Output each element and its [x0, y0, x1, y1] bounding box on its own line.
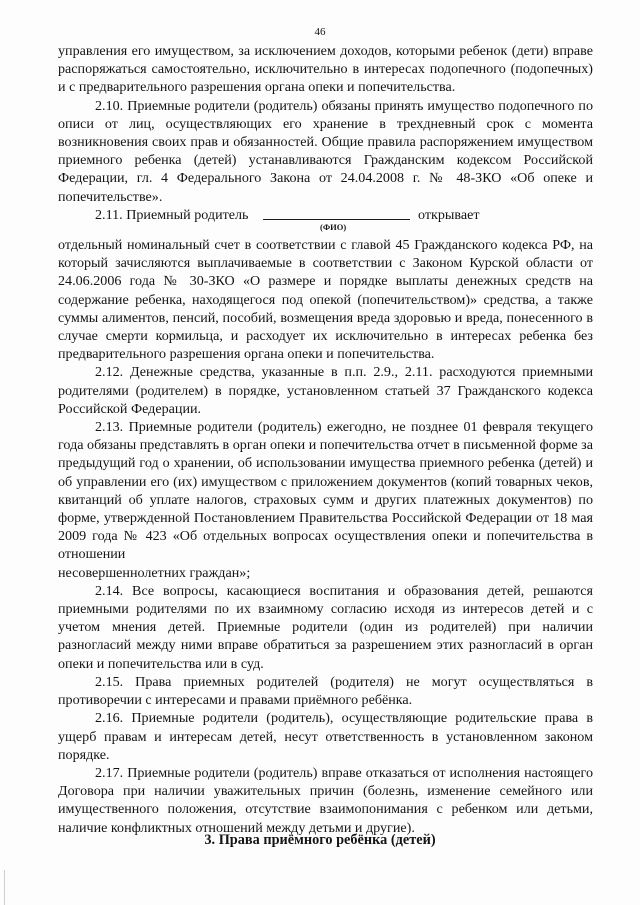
- paragraph-2-17: 2.17. Приемные родители (родитель) вправе отказаться от исполнения настоящего Договора при наличии уважительных причин (болезнь, изменение семейного или имущественного положения, отсутствие взаимопонимания с ребенком или детьми, наличие конфликтных отношений между детьми и другие).: [58, 764, 593, 836]
- fio-caption-text: (ФИО): [320, 222, 347, 233]
- paragraph-2-13: 2.13. Приемные родители (родитель) ежегодно, не позднее 01 февраля текущего года обязаны представлять в орган опеки и попечительства отчет в письменной форме за предыдущий год о хранении, об использовании имущества приемного ребенка (детей) и об управлении его (их) имуществом с приложением документов (копий товарных чеков, квитанций об уплате налогов, страховых сумм и других платежных документов) по форме, утвержденной Постановлением Правительства Российской Федерации от 18 мая 2009 года № 423 «Об отдельных вопросах осуществления опеки и попечительства в отношении: [58, 419, 593, 563]
- paragraph-2-11-body: отдельный номинальный счет в соответствии с главой 45 Гражданского кодекса РФ, на который зачисляются выплачиваемые в соответствии с Законом Курской области от 24.06.2006 года № 30-ЗКО «О размере и порядке выплаты денежных средств на содержание ребенка, находящегося под опекой (попечительством)» средства, а также суммы алиментов, пенсий, пособий, возмещения вреда здоровью и вреда, понесенного в случае смерти кормильца, и расходует их исключительно в интересах ребенка без предварительного разрешения органа опеки и попечительства.: [58, 237, 593, 363]
- paragraph-2-12: 2.12. Денежные средства, указанные в п.п. 2.9., 2.11. расходуются приемными родителями (родителем) в порядке, установленном статьей 37 Гражданского кодекса Российской Федерации.: [58, 364, 593, 417]
- fio-caption: [58, 224, 593, 236]
- paragraph-2-16: 2.16. Приемные родители (родитель), осуществляющие родительские права в ущерб правам и интересам детей, несут ответственность в установленном законом порядке.: [58, 710, 593, 763]
- paragraph-2-11-lead: 2.11. Приемный родитель: [95, 206, 249, 223]
- section-heading: 3. Права приёмного ребёнка (детей): [204, 832, 436, 848]
- paragraph-continuation: управления его имуществом, за исключением доходов, которыми ребенок (дети) вправе распоряжаться самостоятельно, исключительно в интересах подопечного (подопечных) и с предварительного разрешения органа опеки и попечительства.: [58, 43, 593, 96]
- page-number: 46: [314, 26, 326, 38]
- scan-edge-mark: [4, 870, 5, 905]
- paragraph-2-10: 2.10. Приемные родители (родитель) обязаны принять имущество подопечного по описи от лиц, осуществляющих его хранение в трехдневный срок с момента возникновения своих прав и обязанностей. Общие правила распоряжением имуществом приемного ребенка (детей) устанавливаются Гражданским кодексом Российской Федерации, гл. 4 Федерального Закона от 24.04.2008 г. № 48-ЗКО «Об опеке и попечительстве».: [58, 97, 593, 205]
- paragraph-2-13-end: несовершеннолетних граждан»;: [58, 564, 251, 581]
- paragraph-2-11-after-blank: открывает: [418, 206, 480, 223]
- document-body: [58, 42, 593, 837]
- fio-blank-line: [263, 219, 410, 220]
- paragraph-2-14: 2.14. Все вопросы, касающиеся воспитания и образования детей, решаются приемными родителями по их взаимному согласию исходя из интересов детей и с учетом мнения детей. Приемные родители (один из родителей) при наличии разногласий между ними вправе обратиться за разрешением этих разногласий в орган опеки и попечительства или в суд.: [58, 582, 593, 672]
- paragraph-2-15: 2.15. Права приемных родителей (родителя) не могут осуществляться в противоречии с интересами и правами приёмного ребёнка.: [58, 673, 593, 709]
